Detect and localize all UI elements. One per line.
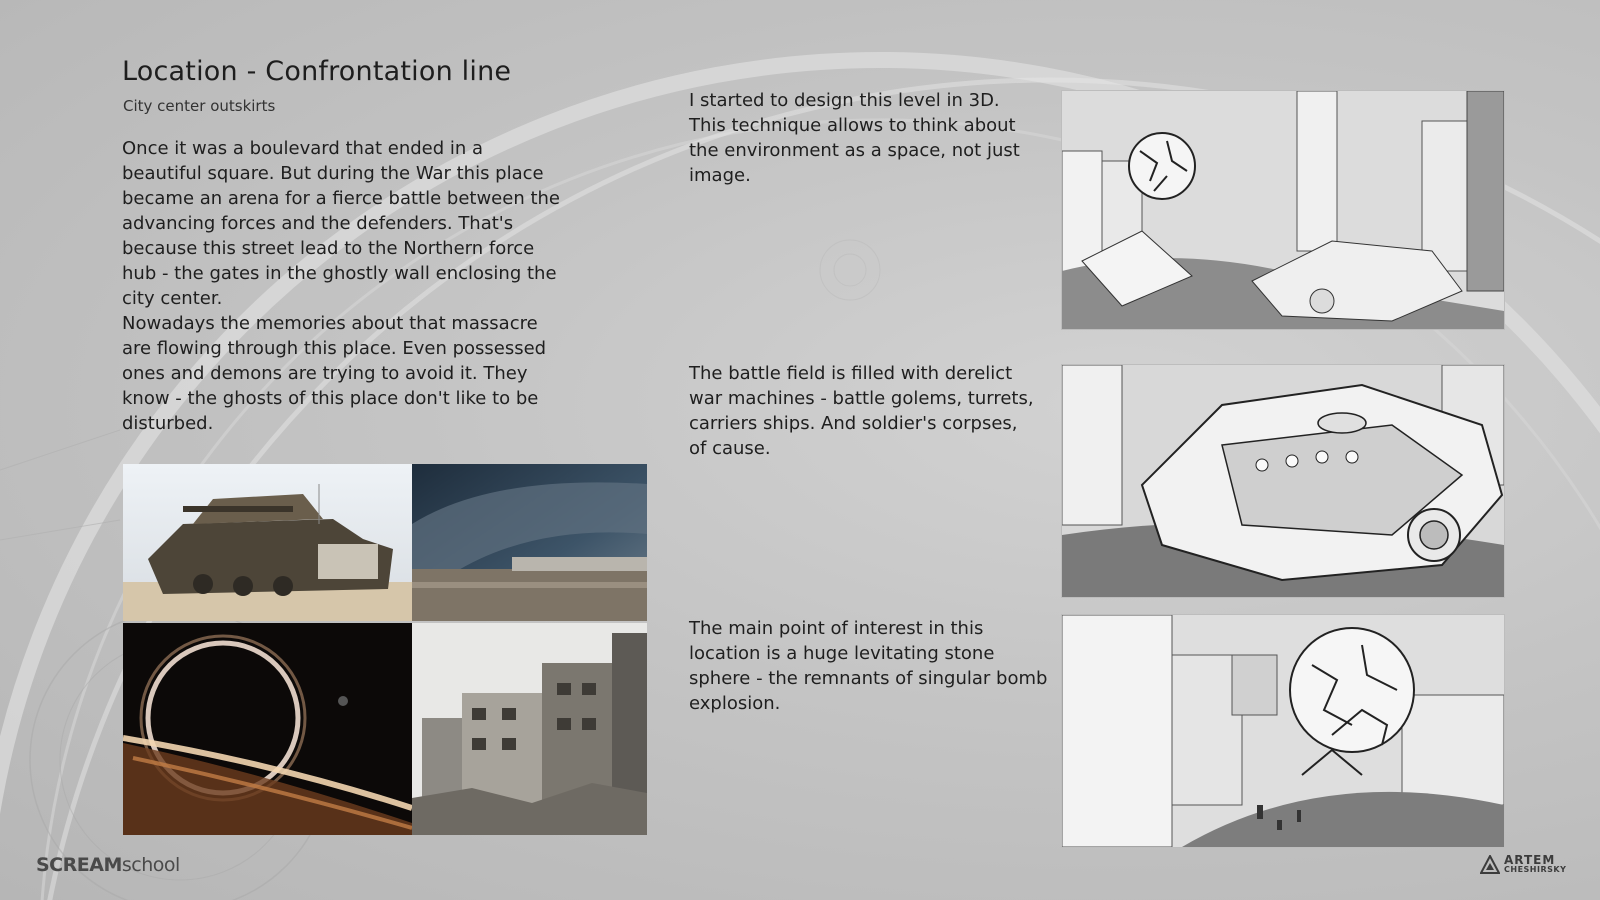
point-of-interest-text: The main point of interest in this location is a huge levitating stone sphere - the remnants of singular bomb explosion. bbox=[689, 618, 1048, 714]
battlefield-text: The battle field is filled with derelict war machines - battle golems, turrets, carriers ships. And soldier's corpses, of cause. bbox=[689, 363, 1034, 459]
author-logo bbox=[1480, 855, 1566, 875]
logo-word-scream: SCREAM bbox=[36, 854, 122, 876]
author-emblem-icon bbox=[1480, 855, 1500, 875]
design-3d-text: I started to design this level in 3D. This technique allows to think about the environment as a space, not just image. bbox=[689, 90, 1020, 186]
reference-photo-ruins bbox=[412, 623, 647, 835]
render-level-overview bbox=[1061, 90, 1505, 330]
page-title: Location - Confrontation line bbox=[122, 56, 512, 87]
reference-photo-black-hole bbox=[123, 623, 412, 835]
description-paragraph-1: Once it was a boulevard that ended in a beautiful square. But during the War this place became an arena for a fierce battle between the advancing forces and the defenders. That's because this street lead to the Northern force hub - the gates in the ghostly wall enclosing the city center. bbox=[122, 138, 560, 309]
reference-photo-tank bbox=[123, 464, 412, 621]
render-war-machine bbox=[1061, 364, 1505, 598]
author-last-name: CHESHIRSKY bbox=[1504, 865, 1567, 874]
scream-school-logo bbox=[36, 854, 180, 876]
description-paragraph-2: Nowadays the memories about that massacre are flowing through this place. Even possessed ones and demons are trying to avoid it. They know - the ghosts of this place don't like to be disturbed. bbox=[122, 313, 547, 434]
page-subtitle: City center outskirts bbox=[123, 97, 276, 115]
render-stone-sphere bbox=[1061, 614, 1505, 848]
reference-photo-storm bbox=[412, 464, 647, 621]
logo-word-school: school bbox=[121, 854, 180, 876]
author-first-name: ARTEM bbox=[1504, 853, 1556, 867]
